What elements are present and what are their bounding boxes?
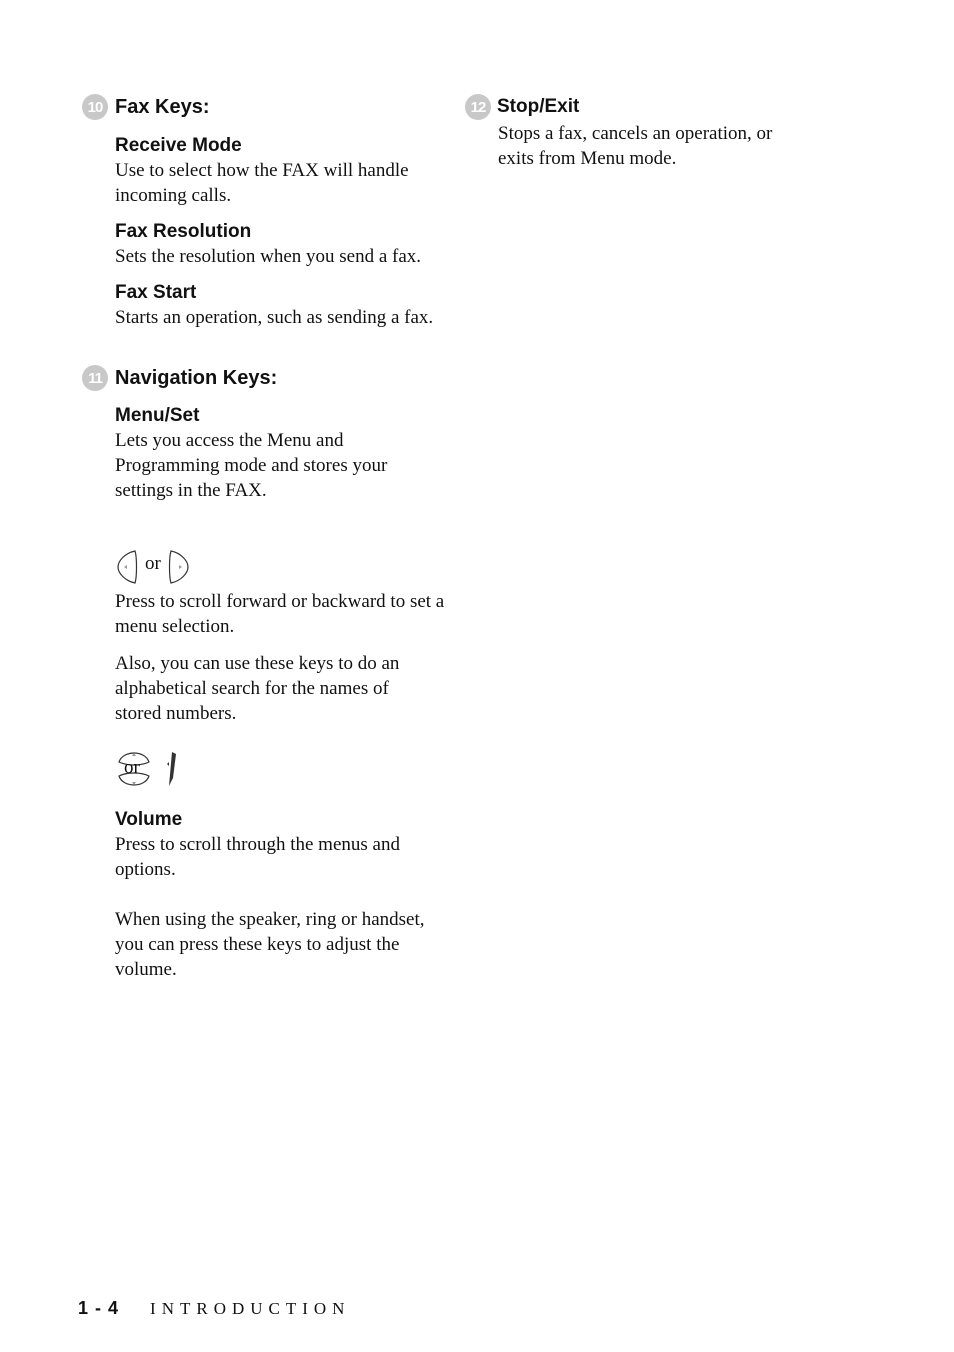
navigation-keys-title: Navigation Keys: bbox=[115, 366, 278, 389]
page-footer bbox=[78, 1298, 350, 1319]
scroll-keys-text-2: Also, you can use these keys to do an alphabetical search for the names of stored numbers. bbox=[115, 653, 400, 724]
volume-text-1: Press to scroll through the menus and options. bbox=[115, 834, 400, 880]
right-arrow-key-icon bbox=[167, 549, 191, 585]
receive-mode-text: Use to select how the FAX will handle incoming calls. bbox=[115, 160, 409, 206]
menu-set-title: Menu/Set bbox=[115, 405, 200, 426]
volume-keys-illustration bbox=[115, 744, 195, 796]
scroll-keys-illustration bbox=[115, 549, 191, 585]
fax-keys-heading bbox=[82, 94, 210, 120]
scroll-keys-or: or bbox=[145, 553, 161, 574]
chapter-title: INTRODUCTION bbox=[150, 1299, 351, 1318]
section-number-11: 11 bbox=[82, 365, 108, 391]
section-number-10: 10 bbox=[82, 94, 108, 120]
section-number-12: 12 bbox=[465, 94, 491, 120]
stop-exit-title: Stop/Exit bbox=[497, 96, 580, 117]
fax-resolution-title: Fax Resolution bbox=[115, 221, 252, 242]
fax-start-title: Fax Start bbox=[115, 282, 197, 303]
page-number: 1 - 4 bbox=[78, 1298, 119, 1318]
menu-set-text: Lets you access the Menu and Programming mode and stores your settings in the FAX. bbox=[115, 430, 388, 501]
volume-text-2: When using the speaker, ring or handset, you can press these keys to adjust the volume. bbox=[115, 909, 425, 980]
volume-keys-or: or bbox=[124, 757, 140, 778]
fax-resolution-text: Sets the resolution when you send a fax. bbox=[115, 246, 422, 267]
volume-title: Volume bbox=[115, 809, 183, 830]
speaker-volume-icon bbox=[165, 750, 179, 790]
receive-mode-title: Receive Mode bbox=[115, 135, 242, 156]
navigation-keys-heading bbox=[82, 365, 277, 391]
left-arrow-key-icon bbox=[115, 549, 139, 585]
stop-exit-text: Stops a fax, cancels an operation, or exits from Menu mode. bbox=[498, 123, 773, 169]
scroll-keys-text-1: Press to scroll forward or backward to set a menu selection. bbox=[115, 591, 445, 637]
stop-exit-heading bbox=[465, 94, 579, 120]
fax-start-text: Starts an operation, such as sending a fax. bbox=[115, 307, 434, 328]
fax-keys-title: Fax Keys: bbox=[115, 95, 210, 118]
